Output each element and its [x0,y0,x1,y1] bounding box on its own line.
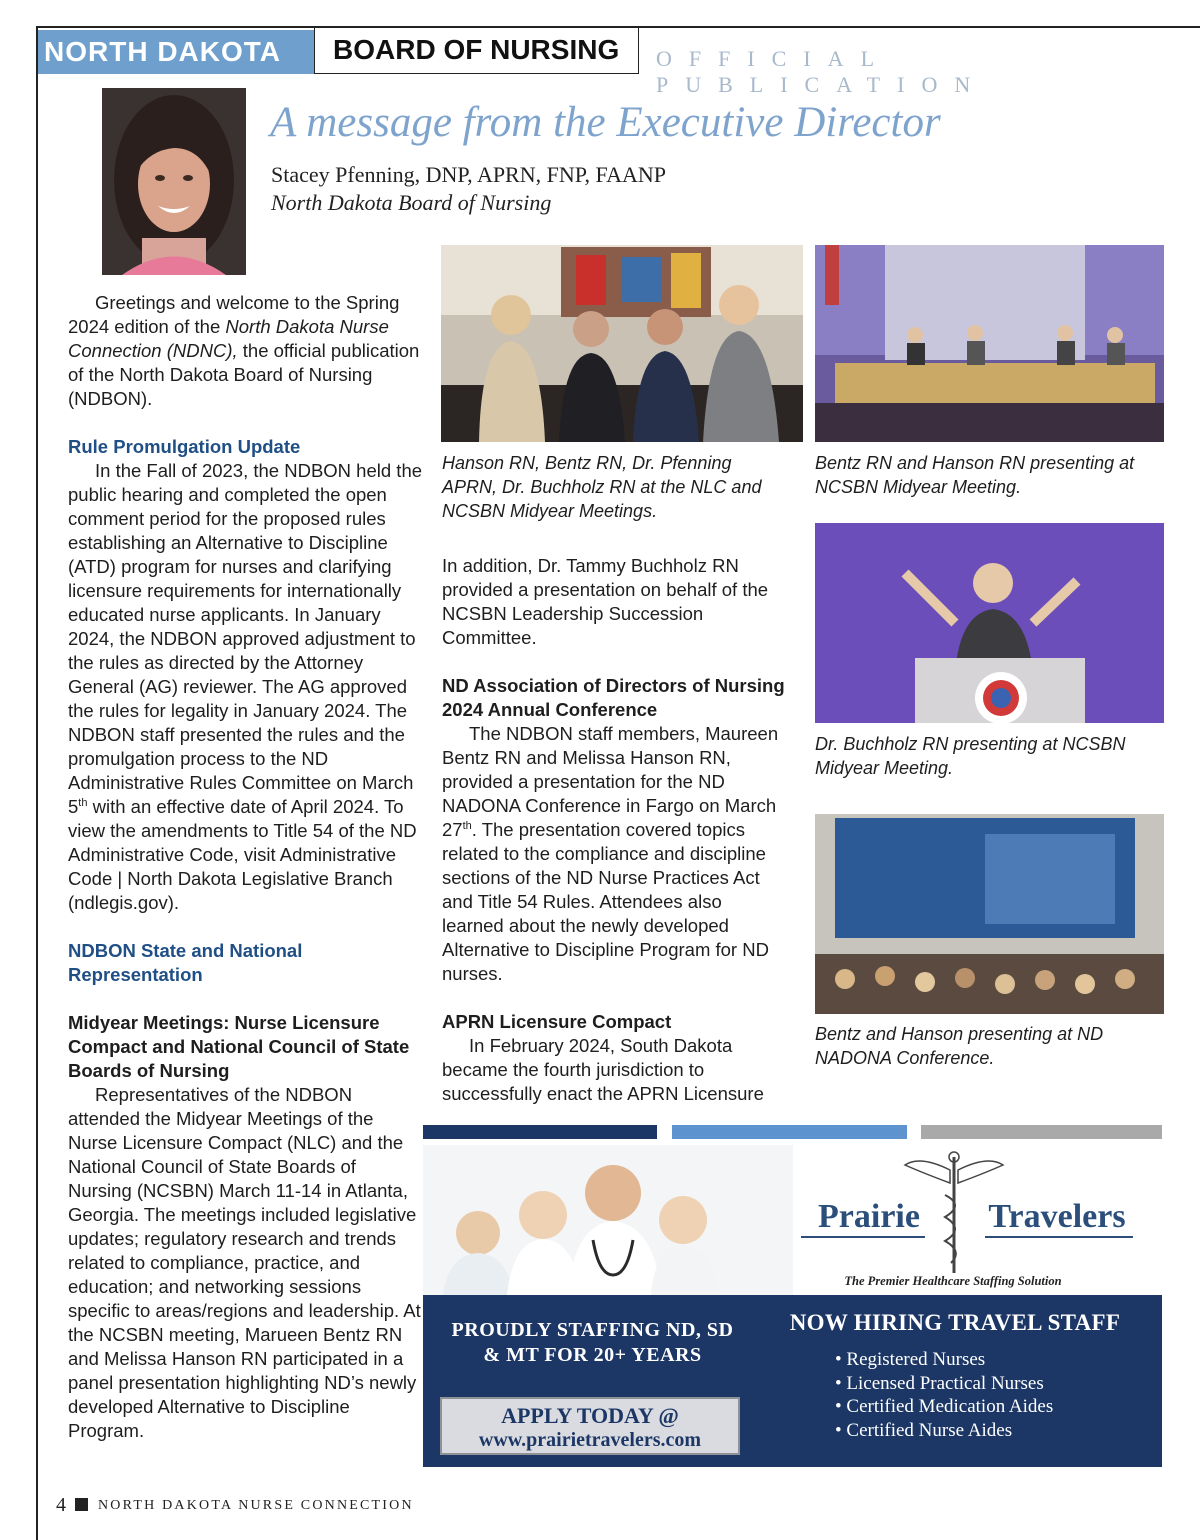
article-organization: North Dakota Board of Nursing [271,190,552,215]
footer-title: NORTH DAKOTA NURSE CONNECTION [98,1498,414,1513]
photo-speaker [815,523,1164,723]
photo-panel [815,245,1164,442]
ad-brand-left: Prairie [818,1198,920,1235]
ad-bar-blue [672,1125,907,1139]
representation-heading: NDBON State and National Representation [68,940,303,985]
column-1 [68,291,423,1443]
ad-logo [795,1145,1162,1295]
caption-speaker-photo: Dr. Buchholz RN presenting at NCSBN Midyear Meeting. [815,734,1126,778]
photo-group [441,245,803,442]
article-title: A message from the Executive Director [270,99,941,146]
margin-rule [36,26,38,1540]
intro-publication: North Dakota Nurse Connection (NDNC), [68,316,389,361]
rule-paragraph [68,459,423,915]
ad-brand-right: Travelers [988,1198,1126,1235]
position-item: • Certified Nurse Aides [835,1419,1053,1443]
article-author: Stacey Pfenning, DNP, APRN, FNP, FAANP [271,162,667,187]
rule-superscript: th [78,796,88,809]
midyear-heading: Midyear Meetings: Nurse Licensure Compact and National Council of State Boards of Nursing [68,1012,410,1081]
ad-hiring-heading: NOW HIRING TRAVEL STAFF [789,1310,1121,1335]
intro-paragraph [68,291,423,411]
apply-label: APPLY TODAY @ [501,1403,679,1428]
ad-healthcare-photo [423,1145,793,1295]
rule-heading: Rule Promulgation Update [68,436,301,457]
intro-text-1: Greetings and welcome to the Spring 2024 edition of the [68,292,400,337]
caption-conference-photo: Bentz and Hanson presenting at ND NADONA Conference. [815,1024,1104,1068]
ad-positions-list [835,1348,1053,1442]
photo-conference [815,814,1164,1014]
nadona-text-2: . The presentation covered topics related to the compliance and discipline sections of the ND Nurse Practices Act and Title 54 Rules. Attendees also learned about the newly developed Alternative to Discipline Program for ND nurses. [442,819,769,984]
footer-square-icon [75,1498,88,1511]
ad-tagline: The Premier Healthcare Staffing Solution [844,1274,1062,1288]
nadona-superscript: th [462,819,472,832]
rule-text-2: with an effective date of April 2024. To view the amendments to Title 54 of the ND Administrative Code, visit Administrative Code | North Dakota Legislative Branch (ndlegis.gov). [68,796,417,913]
ad-bar-gray [921,1125,1162,1139]
ad-staffing-text: PROUDLY STAFFING ND, SD & MT FOR 20+ YEARS [451,1319,734,1366]
nadona-heading: ND Association of Directors of Nursing 2024 Annual Conference [442,675,785,720]
page-footer [56,1494,414,1517]
column-2 [442,554,787,1106]
header-label: OFFICIAL PUBLICATION [656,46,988,97]
position-item: • Licensed Practical Nurses [835,1372,1053,1396]
position-item: • Certified Medication Aides [835,1395,1053,1419]
apply-url-link[interactable]: www.prairietravelers.com [478,1429,702,1451]
header-board: BOARD OF NURSING [314,28,639,74]
aprn-paragraph: In February 2024, South Dakota became the fourth jurisdiction to successfully enact the APRN Licensure [442,1035,764,1104]
header-state: NORTH DAKOTA [38,30,314,74]
page-number: 4 [56,1494,66,1516]
addition-paragraph: In addition, Dr. Tammy Buchholz RN provided a presentation on behalf of the NCSBN Leadership Succession Committee. [442,555,769,648]
midyear-paragraph: Representatives of the NDBON attended the Midyear Meetings of the Nurse Licensure Compact (NLC) and the National Council of State Boards of Nursing (NCSBN) March 11-14 in Atlanta, Georgia. The meetings included legislative updates; regulatory research and trends related to compliance, practice, and education; and networking sessions specific to areas/regions and leadership. At the NCSBN meeting, Marueen Bentz RN and Melissa Hanson RN participated in a panel presentation highlighting ND’s newly developed Alternative to Discipline Program. [68,1084,421,1441]
aprn-heading: APRN Licensure Compact [442,1011,672,1032]
nadona-paragraph [442,722,787,986]
caption-group-photo: Hanson RN, Bentz RN, Dr. Pfenning APRN, Dr. Buchholz RN at the NLC and NCSBN Midyear Meetings. [442,453,762,521]
apply-today-button[interactable] [440,1397,740,1455]
caption-panel-photo: Bentz RN and Hanson RN presenting at NCSBN Midyear Meeting. [815,453,1135,497]
rule-text-1: In the Fall of 2023, the NDBON held the public hearing and completed the open comment period for the proposed rules establishing an Alternative to Discipline (ATD) program for nurses and clarifying licensure requirements for internationally educated nurse applicants. In January 2024, the NDBON approved adjustment to the rules as directed by the Attorney General (AG) reviewer. The AG approved the rules for legality in January 2024. The NDBON staff presented the rules and the promulgation process to the ND Administrative Rules Committee on March 5 [68,460,423,817]
ad-bar-navy [423,1125,657,1139]
nadona-text-1: The NDBON staff members, Maureen Bentz RN and Melissa Hanson RN, provided a presentation for the ND NADONA Conference in Fargo on March 27 [442,723,779,840]
director-portrait [102,88,246,275]
position-item: • Registered Nurses [835,1348,1053,1372]
intro-text-2: the official publication of the North Dakota Board of Nursing (NDBON). [68,340,420,409]
